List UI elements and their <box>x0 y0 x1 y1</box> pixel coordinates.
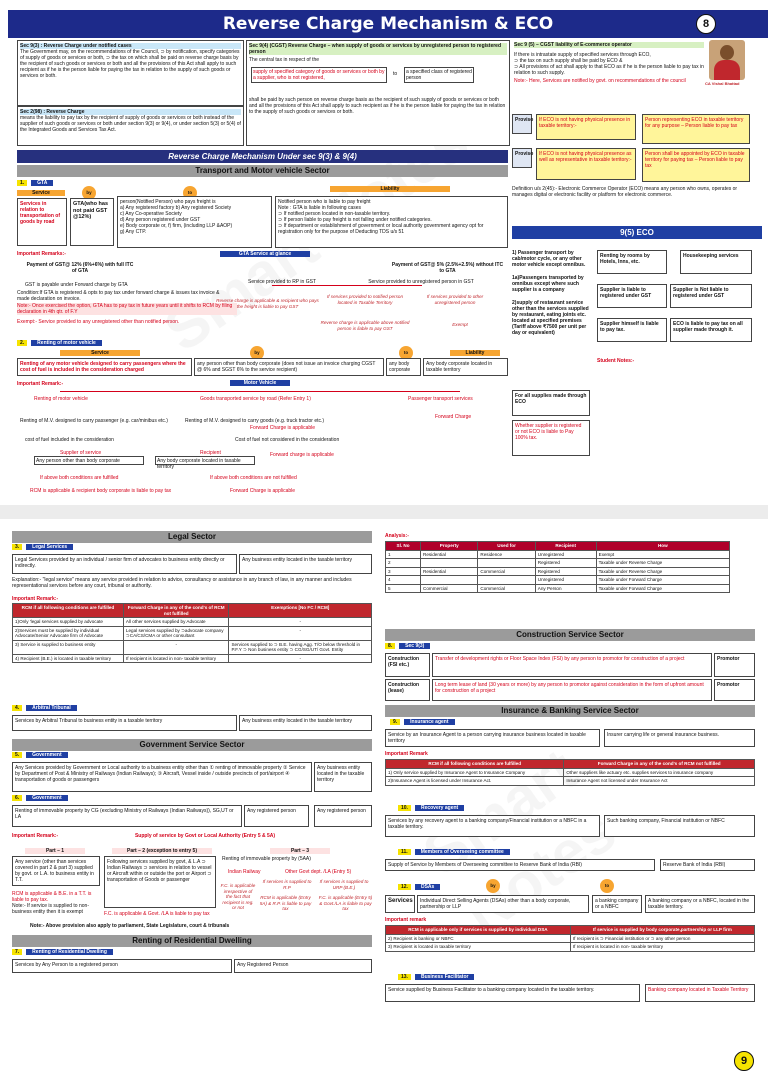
construction-r1-label: Construction (FSI etc.) <box>385 653 430 677</box>
gta-rc1: Reverse charge is applicable & recipient who pays the freight is liable to pay GST <box>216 298 319 309</box>
insurance-remark: Important Remark <box>385 751 428 757</box>
transport-bar: Transport and Motor vehicle Sector <box>17 165 508 177</box>
arbitral-liability: Any business entity located in the taxable territory <box>239 715 372 731</box>
rmv-fc2: Forward Charge is applicable <box>230 488 296 494</box>
table-row: 3) Service is supplied to business entity - Services supplied to ⊃ B.E. having Agg. T/O below threshold in P.F.Y ⊃ Non business entity ⊃ CG/SG/UT/ Govt. Entity <box>13 640 372 654</box>
residential-text: Services by Any Person to a registered person <box>12 959 232 973</box>
table-row: 2) Recipient is banking or NBFC If recipient is ⊃ Financial institution or ⊃ any other person <box>386 934 755 943</box>
gta-service-text: Services in relation to transportation of goods by road <box>17 198 67 246</box>
eco-s1b: 1a)Passengers transported by omnibus except where such supplier is a company <box>512 275 584 293</box>
dsa-liability: A banking company or a NBFC, located in the taxable territory. <box>645 895 755 913</box>
analysis-label: Analysis:- <box>385 533 409 539</box>
sec-9-4-to: to <box>393 71 398 77</box>
insurance-liability: Insurer carrying life or general insurance business. <box>604 729 755 747</box>
dsa-to-badge: to <box>600 879 614 893</box>
rmv-rec-text: Any body corporate located in taxable territory <box>155 456 255 465</box>
legal-th-2: Forward Charge in any of the cond's of RCM not fulfilled <box>123 604 229 618</box>
eco-s2: 2)supply of restaurant service other than the services supplied by restaurant, eating joints etc. located at specified premises (Tariff above ₹7500 per unit per day or equivalent) <box>512 300 589 336</box>
residential-liability: Any Registered Person <box>234 959 372 973</box>
page-number-badge: 8 <box>696 14 716 34</box>
facilitator-liability: Banking company located in Taxable Territory <box>645 984 755 1002</box>
govt6-title: Government <box>26 795 67 801</box>
renting-remarks-heading: Important Remark:- <box>17 381 64 387</box>
recovery-liability: Such banking company, Financial institution or NBFC <box>604 815 755 837</box>
renting-to-text: any body corporate <box>386 358 421 376</box>
rmv-b: Goods transported service by road (Refer Entry 1) <box>200 396 311 402</box>
construction-r1-text: Transfer of development rights or Floor Space Index (FSI) by any person to promotor for construction of a project <box>432 653 712 677</box>
rmv-sup-text: Any person other than body corporate <box>34 456 144 465</box>
dsa-service: Services <box>385 895 415 913</box>
legal-number: 3. <box>12 544 22 550</box>
gta-liability-label: Liability <box>330 186 450 192</box>
insurance-table: RCM if all following conditions are fulfilled Forward Charge in any of the cond's of RCM not fulfilled 1) Only service supplied by Insurance Agent to Insurance Company Other suppliers like actuary etc. supplies services to insurance company 2)Insurance Agent is licensed under Insurance Act. Insurance Agent not licensed under Insurance Act <box>385 759 755 786</box>
sec-2-98-text: means the liability to pay tax by the recipient of supply of goods or services or both instead of the supplier of such goods or services or both under section 9(3) or 9(4), or under section 5(3) or 5(4) of the Integrated Goods and Services Tax Act. <box>20 115 241 133</box>
residential-bar: Renting of Residential Dwelling <box>12 935 372 947</box>
arbitral-title: Arbitral Tribunal <box>26 705 77 711</box>
gta-left1: Payment of GST@ 12% (6%+6%) with full ITC of GTA <box>26 262 134 274</box>
govt-bar: Government Service Sector <box>12 739 372 751</box>
recovery-number: 10. <box>398 805 411 811</box>
dsa-by-badge: by <box>486 879 500 893</box>
rmv-h: cost of fuel included in the consideration <box>25 437 114 443</box>
construction-r2-liability: Promotor <box>714 679 755 701</box>
sec-9-4-text: shall be paid by such person on reverse charge basis as the recipient of such supply of goods or services or both and all the provisions of this Act shall apply to such recipient as if he is the person liable for paying the tax in relation to the supply of such goods or services or both. <box>249 97 506 115</box>
legal-title: Legal Services <box>26 544 73 550</box>
sec-9-4-class: a specified class of registered person <box>404 67 474 83</box>
residential-title: Renting of Residential Dwelling <box>26 949 113 955</box>
sec-9-5-text1: If there is intrastate supply of specified services through ECO, <box>514 52 651 58</box>
table-row: 1)Only 'legal services supplied by advocate All other services supplied by Advocate - <box>13 618 372 627</box>
gta-persons: person(Notified Person) who pays freight is a) Any registered factory b) Any registered Society c) Any Co-operative Society d) Any person registered under GST e) Body corporate or, f) firm, (including LLP &AOP) g) Any CTP. <box>117 196 272 248</box>
sec-9-5-note: Note:- Here, Services are notified by govt. on recommendations of the council <box>514 78 686 84</box>
sec-2-98-heading: Sec 2(98) : Reverse Charge <box>20 109 241 115</box>
govt-part3-text: Renting of immovable property by (5AA) <box>222 856 311 862</box>
govt-part1-text: Any service (other than services covered in part 2 & part 3) supplied by govt. or L.A. to business entity in T.T. <box>12 856 100 886</box>
page-9 <box>0 519 768 1067</box>
govt5-liability: Any business entity located in the taxable territory <box>314 762 372 792</box>
author-avatar <box>709 40 745 80</box>
legal-text: Legal Services provided by an individual / senior firm of advocates to business entity directly or indirectly. <box>12 554 237 574</box>
renting-liability-label: Liability <box>450 350 500 356</box>
rmv-rec: Recipient <box>200 450 221 456</box>
proviso-1-label: Proviso <box>512 114 532 134</box>
govt-supply: Supply of service by Govt or Local Authority (Entry 5 & 5A) <box>134 833 276 839</box>
eco-r5: Supplier himself is liable to pay tax. <box>597 318 667 342</box>
rmv-a: Renting of motor vehicle <box>34 396 88 402</box>
gta-note: Note:- Once exercised the option, GTA has to pay tax in future years until it shifts to RCM by filing declaration in 4th qtr. of F.Y <box>17 303 237 315</box>
legal-bar: Legal Sector <box>12 531 372 543</box>
committee-number: 11. <box>398 849 411 855</box>
gta-liability-text: Notified person who is liable to pay freight Note : GTA is liable in following cases ⊃ If notified person located in non-taxable territory. ⊃ If person liable to pay freight is not falling under notified categories. ⊃ If department or establishment of government or local authority government agency opt for registration only for the purpose of Deducting TDS u/s 51 <box>275 196 508 248</box>
rmv-i: Cost of fuel not considered in the consideration <box>235 437 340 443</box>
govt-part1: Part – 1 <box>25 848 85 854</box>
recovery-text: Services by any recovery agent to a banking company/Financial institution or a NBFC in a taxable territory. <box>385 815 600 837</box>
gta-provider-text: GTA(who has not paid GST @12%) <box>70 198 114 246</box>
motor-vehicle-label: Motor Vehicle <box>230 380 290 386</box>
gta-cond: GST is payable under Forward charge by GTA <box>25 282 128 288</box>
govt-p3g: F.C. is applicable (Entry 5) & Govt./LA is liable to pay tax <box>318 895 373 911</box>
renting-title: Renting of motor vehicle <box>31 340 102 346</box>
dsa-title: DSAs <box>415 884 440 890</box>
table-row: 4 Unregistered Taxable under Forward Charge <box>386 576 730 585</box>
gta-rc2: Reverse charge is applicable above notified person is liable to pay GST <box>320 320 410 331</box>
table-row: 1 Residential Residence Unregistered Exempt <box>386 550 730 559</box>
gta-service-label: Service <box>17 190 65 196</box>
construction-r2-label: Construction (lease) <box>385 679 430 701</box>
rmv-rcm: RCM is applicable & recipient body corporate is liable to pay tax <box>30 488 172 494</box>
insurance-number: 9. <box>390 719 400 725</box>
govt-p1r: RCM is applicable & B.E. in a T.T. is liable to pay tax. <box>12 891 92 903</box>
rmv-f: Forward Charge <box>435 414 472 420</box>
construction-title: Sec 9(3) <box>399 643 430 649</box>
rmv-d: Renting of M.V. designed to carry passenger (e.g. car/minibus etc.) <box>20 418 168 424</box>
legal-liability: Any business entity located in the taxable territory <box>239 554 372 574</box>
table-row: 5 Commercial Commercial Any Person Taxable under Forward Charge <box>386 584 730 593</box>
dsa-table: RCM is applicable only if services is supplied by individual DSA If service is supplied by body corporate,partnership or LLP firm 2) Recipient is banking or NBFC If recipient is ⊃ Financial institution or ⊃ any other person 3) Recipient is located in taxable territory If recipient is located in non- taxable territory <box>385 925 755 952</box>
eco-r2: Housekeeping services <box>680 250 752 274</box>
sec-2-98-box <box>17 106 244 146</box>
proviso-2-left: If ECO is not having physical presence as well as representative in taxable territory:- <box>536 148 636 180</box>
govt-p3e: If services is supplied to URP (B.E.) <box>319 879 369 890</box>
proviso-2-label: Proviso <box>512 148 532 168</box>
eco-r1: Renting by rooms by Hotels, Inns, etc. <box>597 250 667 274</box>
sec-9-4-box <box>246 40 510 146</box>
facilitator-text: Service supplied by Business Facilitator to a banking company located in the taxable territory. <box>385 984 640 1002</box>
construction-r1-liability: Promotor <box>714 653 755 677</box>
legal-th-1: RCM if all following conditions are fulfilled <box>13 604 124 618</box>
renting-number: 2. <box>17 340 27 346</box>
govt-p3f: RCM is applicable (Entry 5A) & R.P. is liable to pay tax <box>259 895 312 911</box>
legal-explanation: Explanation:- "legal service" means any service provided in relation to advice, consultancy or assistance in any branch of law, in any manner and includes representational services before any court, tribunal or authority. <box>12 577 352 589</box>
sec-9-4-intro: The central tax in respect of the <box>249 57 320 63</box>
rmv-fc: Forward charge is applicable <box>270 452 334 458</box>
proviso-2-right: Person shall be appointed by ECO in taxable territory for paying tax – Person liable to pay tax <box>642 148 750 182</box>
proviso-1-right: Person representing ECO in taxable territory for any purpose – Person liable to pay tax <box>642 114 750 144</box>
govt-p3c: F.C. is applicable irrespective of the fact that recipient is reg. or not <box>220 883 256 910</box>
committee-liability: Reserve Bank of India (RBI) <box>660 859 755 871</box>
govt6-number: 6. <box>12 795 22 801</box>
table-row: 2)Insurance Agent is licensed under Insurance Act. Insurance Agent not licensed under Insurance Act <box>386 777 755 786</box>
govt6-to: Any registered person <box>244 805 309 827</box>
renting-by-text: any person other than body corporate (does not issue an invoice charging CGST @ 6% and SGST 6% to the service recipient) <box>194 358 384 376</box>
eco-s1: 1) Passenger transport by cab/motor cycle, or any other motor vehicle except omnibus. <box>512 250 586 268</box>
page-title: Reverse Charge Mechanism & ECO <box>8 10 768 38</box>
govt-p3a: Indian Railway <box>228 869 261 875</box>
dsa-text: Individual Direct Selling Agents (DSAs) other than a body corporate, partnership or LLP <box>417 895 589 913</box>
sec-9-5-heading: Sec 9 (5) – CGST liability of E-commerce operator <box>514 42 704 48</box>
eco-s4: Whether supplier is registered or not ECO is liable to Pay 100% tax. <box>512 420 590 456</box>
facilitator-number: 13. <box>398 974 411 980</box>
renting-by-badge: by <box>250 346 264 360</box>
facilitator-title: Business Facilitator <box>415 974 475 980</box>
rmv-e: Renting of M.V. designed to carry goods (e.g. truck tractor etc.) <box>185 418 325 424</box>
page-gap <box>0 505 768 519</box>
analysis-table: Sl. No Property Used for Recipient How 1 Residential Residence Unregistered Exempt 2 Registered Taxable under Reverse Charge 3 Residential Commercial Registered Taxable under Reverse Charge 4 Unregistered Taxable under Forward Charge 5 Commercial Commercial Any Person Taxable under Forward Charge <box>385 541 730 593</box>
student-notes: Student Notes:- <box>597 358 635 364</box>
sec-9-3-heading: Sec 9(3) : Reverse Charge under notified cases <box>20 43 241 49</box>
recovery-title: Recovery agent <box>415 805 464 811</box>
eco-r4: Supplier is Not liable to registered under GST <box>670 284 752 308</box>
gta-glance: GTA Service at glance <box>220 251 310 257</box>
residential-number: 7. <box>12 949 22 955</box>
dsa-number: 12. <box>398 884 411 890</box>
govt5-title: Government <box>26 752 67 758</box>
table-row: 4) Recipient (B.E.) is located in taxable territory If recipient is located in non- taxable territory - <box>13 654 372 663</box>
eco-r6: ECO is liable to pay tax on all supplier made through it. <box>670 318 752 342</box>
table-row: 1) Only service supplied by Insurance Agent to Insurance Company Other suppliers like actuary etc. supplies services to insurance company <box>386 768 755 777</box>
gta-exempt: Exempt:- Service provided to any unregistered other than notified person. <box>17 319 180 325</box>
govt-p2r: F.C. is applicable & Govt. /LA is liable to pay tax <box>104 911 210 917</box>
insurance-title: Insurance agent <box>404 719 454 725</box>
insurance-text: Service by an Insurance Agent to a person carrying insurance business located in taxable territory <box>385 729 600 747</box>
eco-s3: For all supplies made through ECO <box>512 390 590 416</box>
gta-number: 1. <box>17 180 27 186</box>
eco-bar: 9(5) ECO <box>512 226 762 239</box>
rmv-nab: If above both conditions are not fulfilled <box>210 475 297 481</box>
rmv-g: Forward Charge is applicable <box>250 425 316 431</box>
table-row: 2)Services must be supplied by individual Advocate/Senior Advocate firm of Advocate Legal services supplied by ⊃advocate company ⊃CA/CS/CMA or other consultant - <box>13 626 372 640</box>
govt-p3d: If services is supplied to R.P <box>262 879 312 890</box>
author-tag: CA Vishal Bhattad <box>705 81 740 86</box>
eco-definition: Definition u/s 2(45):- Electronic Commerce Operator (ECO) means any person who owns, operates or manages digital or electronic facility or platform for electronic commerce. <box>512 186 738 198</box>
renting-liability-text: Any body corporate located in taxable territory <box>423 358 508 376</box>
gta-title: GTA <box>31 180 53 186</box>
gta-exempt2: Exempt <box>452 322 468 327</box>
govt-p3b: Other Govt dept. /LA (Entry 5) <box>285 869 352 875</box>
govt6-text: Renting of immovable property by CG (excluding Ministry of Railways (Indian Railways)), SG,UT or LA <box>12 805 242 827</box>
sec-9-5-text2: ⊃ the tax on such supply shall be paid by ECO & <box>514 58 623 64</box>
legal-remark: Important Remark:- <box>12 596 59 602</box>
table-row: 2 Registered Taxable under Reverse Charge <box>386 559 730 568</box>
sec-9-3-text: The Government may, on the recommendations of the Council, ⊃ by notification, specify categories of supply of goods or services or both, ⊃ the tax on which shall be paid on reverse charge basis by the recipient of such goods or services or both and all the provisions of this Act shall apply to such recipient as if he is the person liable for paying the tax in relation to the supply of such goods or services or both. <box>20 49 240 79</box>
renting-to-badge: to <box>399 346 413 360</box>
rcm-bar: Reverse Charge Mechanism Under sec 9(3) & 9(4) <box>17 150 508 163</box>
sec-9-3-box <box>17 40 244 106</box>
insurance-bar: Insurance & Banking Service Sector <box>385 705 755 717</box>
govt-note: Note:- Above provision also apply to parliament, State Legislature, court & tribunals <box>30 923 230 929</box>
page-number-badge-2: 9 <box>734 1051 754 1071</box>
construction-r2-text: Long term lease of land (30 years or more) by any person to promotor against consideration in the form of upfront amount for construction of a project <box>432 679 712 701</box>
renting-service-text: Renting of any motor vehicle designed to carry passengers where the cost of fuel is included in the consideration charged <box>17 358 192 376</box>
dsa-remark: Important remark <box>385 917 427 923</box>
gta-other: If services provided to other unregistered person <box>426 294 484 305</box>
sec-9-5-text3: ⊃ All provisions of act shall apply to that ECO as if he is the person liable to pay tax in relation to such supply. <box>514 64 704 76</box>
eco-r3: Supplier is liable to registered under GST <box>597 284 667 308</box>
sec-9-4-supply: supply of specified category of goods or services or both by a supplier, who is not registered, <box>251 67 387 83</box>
arbitral-text: Services by Arbitral Tribunal to business entity in a taxable territory <box>12 715 237 731</box>
table-row: 3 Residential Commercial Registered Taxable under Reverse Charge <box>386 567 730 576</box>
proviso-1-left: If ECO is not having physical presence in taxable territory:- <box>536 114 636 140</box>
arbitral-number: 4. <box>12 705 22 711</box>
gta-notified: If services provided to notified person located in Taxable Territory <box>326 294 404 305</box>
page-8 <box>0 0 768 505</box>
renting-service-label: Service <box>60 350 140 356</box>
dsa-to-text: a banking company or a NBFC <box>592 895 642 913</box>
gta-rp: Service provided to RP in GST <box>248 279 316 285</box>
govt5-number: 5. <box>12 752 22 758</box>
gta-right1: Payment of GST@ 5% (2.5%+2.5%) without ITC to GTA <box>391 262 504 274</box>
govt-remark: Important Remark:- <box>12 833 59 839</box>
sec-9-4-heading: Sec 9(4) (CGST) Reverse Charge – when supply of goods or services by unregistered person to registered person <box>249 43 507 55</box>
gta-to-badge: to <box>183 186 197 200</box>
committee-text: Supply of Service by Members of Overseeing committee to Reserve Bank of India (RBI) <box>385 859 655 871</box>
construction-number: 8. <box>385 643 395 649</box>
gta-cond2: Condition:If GTA is registered & opts to pay tax under forward charge & issues tax invoice & made declaration on invoice. <box>17 290 220 302</box>
govt-p1n: Note:- If service is supplied to non- business entity then it is exempt <box>12 903 89 915</box>
govt-part2-text: Following services supplied by govt, & L.A ⊃ Indian Railways ⊃ services in relation to vessel or Aircraft within or outside the port or Airport ⊃ transportation of Goods or passenger <box>104 856 216 908</box>
construction-bar: Construction Service Sector <box>385 629 755 641</box>
rmv-c: Passenger transport services <box>408 396 473 402</box>
table-row: 3) Recipient is located in taxable territory If recipient is located in non- taxable territory <box>386 943 755 952</box>
committee-title: Members of Overseeing committee <box>415 849 510 855</box>
rmv-ab: If above both conditions are fulfilled <box>40 475 119 481</box>
gta-by-badge: by <box>82 186 96 200</box>
govt5-text: Any Services provided by Government or Local authority to a business entity other than ① renting of immovable property ② Service by Department of Post & Ministry of Railways (Indian Railways); ③ Aircraft, Vessel inside / outside precincts of port/airport ④ transportation of goods or passengers <box>12 762 312 792</box>
legal-th-3: Exemptions [No FC / RCM] <box>229 604 372 618</box>
legal-table <box>12 603 372 663</box>
govt6-liability: Any registered person <box>314 805 372 827</box>
rmv-sup: Supplier of service <box>60 450 102 456</box>
gta-up: Service provided to unregistered person in GST <box>368 279 474 285</box>
gta-remarks-heading: Important Remarks:- <box>17 251 66 257</box>
govt-part3: Part – 3 <box>270 848 330 854</box>
govt-part2: Part – 2 (exception to entry 5) <box>112 848 212 854</box>
